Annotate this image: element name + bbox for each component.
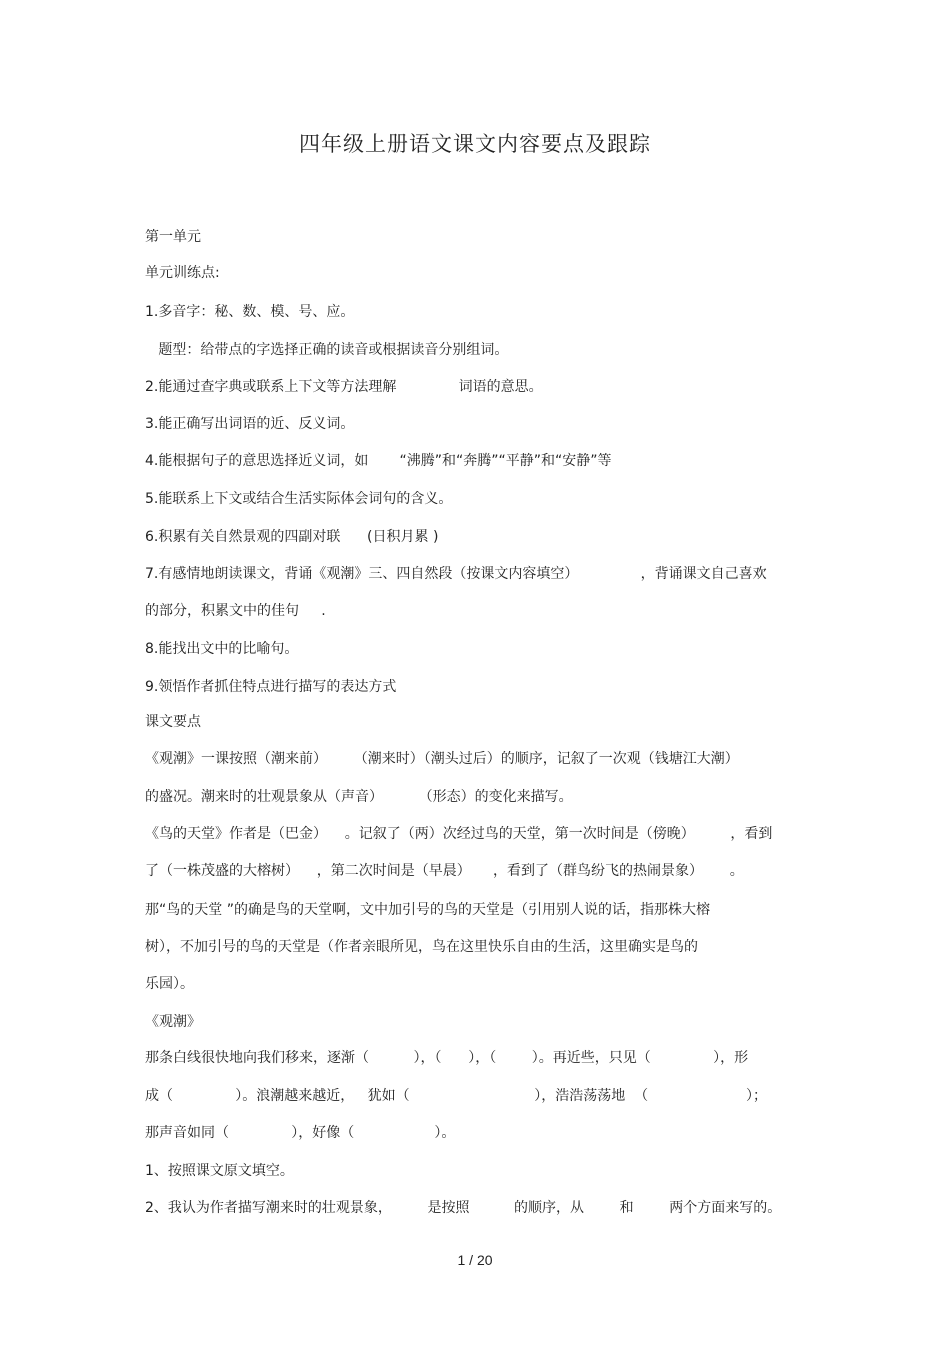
text-line: 《观潮》一课按照（潮来前） （潮来时）（潮头过后）的顺序，记叙了一次观（钱塘江大潮） bbox=[145, 751, 739, 767]
text-line: 那声音如同（ ），好像（ ）。 bbox=[145, 1125, 456, 1141]
text-line: 的盛况。潮来时的壮观景象从（声音） （形态）的变化来描写。 bbox=[145, 789, 573, 805]
text-line: 那条白线很快地向我们移来，逐渐（ ），（ ），（ ）。再近些，只见（ ），形 bbox=[145, 1050, 749, 1066]
text-line: 题型：给带点的字选择正确的读音或根据读音分别组词。 bbox=[145, 342, 509, 358]
text-line: 2、我认为作者描写潮来时的壮观景象， 是按照 的顺序，从 和 两个方面来写的。 bbox=[145, 1200, 782, 1216]
text-line: 了（一株茂盛的大榕树） ，第二次时间是（早晨） ，看到了（群鸟纷飞的热闹景象） 。 bbox=[145, 863, 744, 879]
text-line: 2.能通过查字典或联系上下文等方法理解 词语的意思。 bbox=[145, 379, 543, 395]
text-line: 树），不加引号的鸟的天堂是（作者亲眼所见，鸟在这里快乐自由的生活，这里确实是鸟的 bbox=[145, 939, 698, 955]
text-line: 6.积累有关自然景观的四副对联 (日积月累 ) bbox=[145, 529, 439, 545]
text-line: 7.有感情地朗读课文，背诵《观潮》三、四自然段（按课文内容填空） ，背诵课文自己喜欢 bbox=[145, 566, 767, 582]
text-line: 《鸟的天堂》作者是（巴金） 。记叙了（两）次经过鸟的天堂，第一次时间是（傍晚） ，看到 bbox=[145, 826, 773, 842]
text-line: 8.能找出文中的比喻句。 bbox=[145, 641, 299, 657]
text-line: 3.能正确写出词语的近、反义词。 bbox=[145, 416, 355, 432]
text-line: 9.领悟作者抓住特点进行描写的表达方式 bbox=[145, 679, 397, 695]
text-line: 单元训练点: bbox=[145, 265, 220, 281]
text-line: 的部分，积累文中的佳句 . bbox=[145, 603, 326, 619]
text-line: 乐园）。 bbox=[145, 976, 194, 992]
text-line: 1.多音字：秘、数、模、号、应。 bbox=[145, 304, 355, 320]
text-line: 成（ ）。浪潮越来越近， 犹如（ ），浩浩荡荡地 （ ）； bbox=[145, 1088, 768, 1104]
text-line: 1、按照课文原文填空。 bbox=[145, 1163, 294, 1179]
section-heading: 课文要点 bbox=[145, 714, 201, 730]
section-heading: 《观潮》 bbox=[145, 1014, 201, 1030]
page-number: 1 / 20 bbox=[457, 1252, 493, 1268]
text-line: 第一单元 bbox=[145, 229, 201, 245]
text-line: 5.能联系上下文或结合生活实际体会词句的含义。 bbox=[145, 491, 453, 507]
text-line: 4.能根据句子的意思选择近义词，如 “沸腾”和“奔腾”“平静”和“安静”等 bbox=[145, 453, 612, 469]
text-line: 那“鸟的天堂 ”的确是鸟的天堂啊，文中加引号的鸟的天堂是（引用别人说的话，指那株大榕 bbox=[145, 902, 710, 918]
page-title: 四年级上册语文课文内容要点及跟踪 bbox=[299, 132, 651, 156]
